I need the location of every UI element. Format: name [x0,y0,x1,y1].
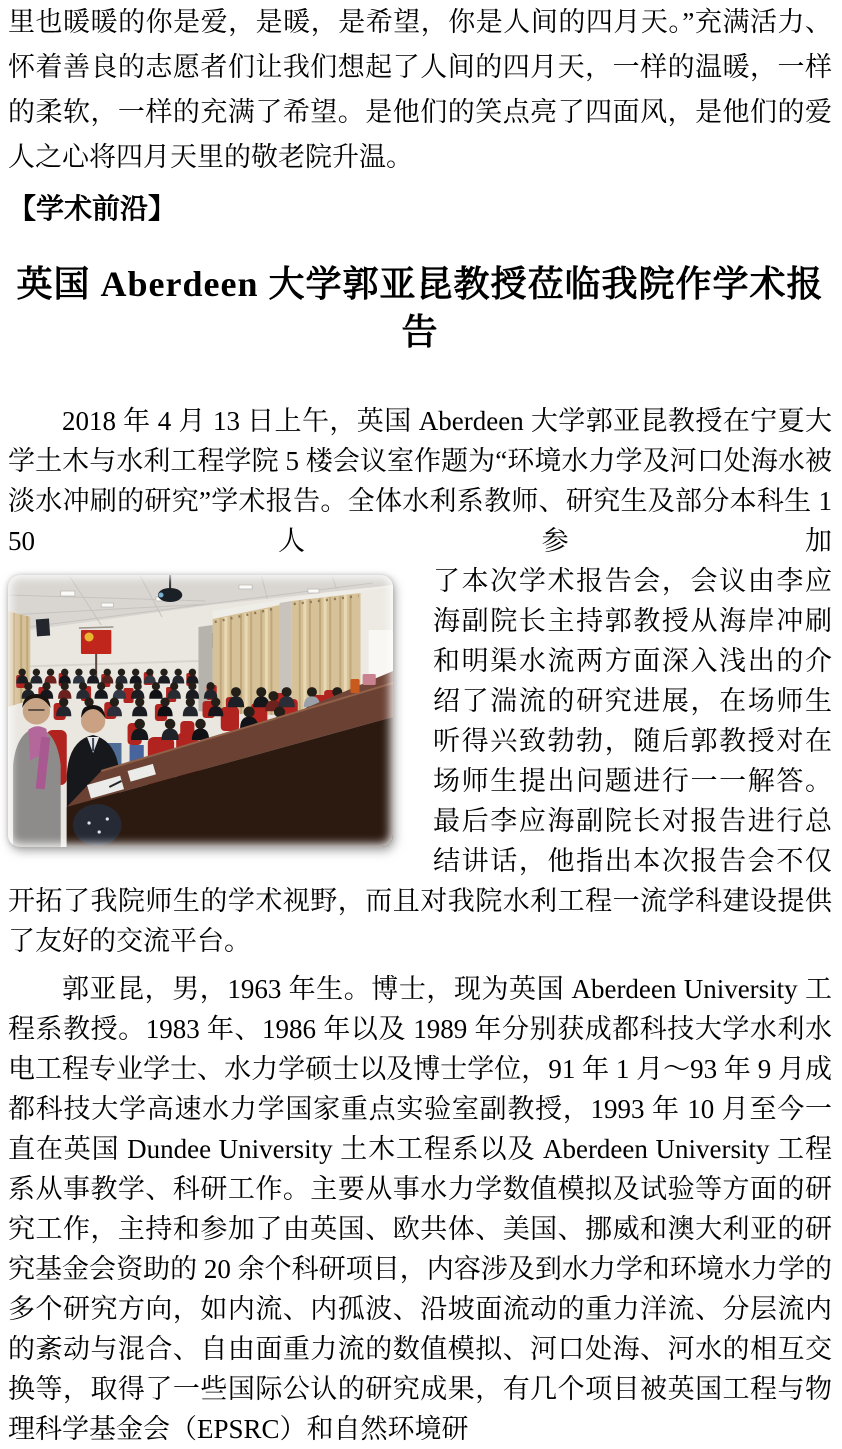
report-text-after-photo: 了本次学术报告会，会议由李应海副院长主持郭教授从海岸冲刷和明渠水流两方面深入浅出的介绍了湍流的研究进展，在场师生听得兴致勃勃，随后郭教授对在场师生提出问题进行一一解答。最后李应海副院长对报告进行总结讲话，他指出本次报告会不仅开拓了我院师生的学术视野，而且对我院水利工程一流学科建设提供了友好的交流平台。 [8,566,832,956]
article-title: 英国 Aberdeen 大学郭亚昆教授莅临我院作学术报告 [16,264,824,352]
audience-front-row [131,719,209,740]
lecture-photo [8,575,393,847]
party-flag [81,630,111,654]
section-header: 【学术前沿】 [8,194,177,225]
report-paragraph-with-photo [8,561,832,961]
cup [350,679,359,693]
report-paragraph-before-photo: 2018 年 4 月 13 日上午，英国 Aberdeen 大学郭亚昆教授在宁夏大学土木与水利工程学院 5 楼会议室作题为“环境水力学及河口处海水被淡水冲刷的研究”学术报告。全体水利系教师、研究生及部分本科生 150 人参加 [8,406,832,556]
tissue-box [363,674,376,685]
lecture-photo-illustration [8,575,393,847]
bag [73,804,122,846]
biography-paragraph: 郭亚昆，男，1963 年生。博士，现为英国 Aberdeen University 工程系教授。1983 年、1986 年以及 1989 年分别获成都科技大学水利水电工程专业学士、水力学硕士以及博士学位，91 年 1 月～93 年 9 月成都科技大学高速水力学国家重点实验室副教授，1993 年 10 月至今一直在英国 Dundee University 土木工程系以及 Aberdeen University 工程系从事教学、科研工作。主要从事水力学数值模拟及试验等方面的研究工作，主持和参加了由英国、欧共体、美国、挪威和澳大利亚的研究基金会资助的 20 余个科研项目，内容涉及到水力学和环境水力学的多个研究方向，如内流、内孤波、沿坡面流动的重力洋流、分层流内的紊动与混合、自由面重力流的数值模拟、河口处海、河水的相互交换等，取得了一些国际公认的研究成果，有几个项目被英国工程与物理科学基金会（EPSRC）和自然环境研 [8,974,832,1444]
continuation-paragraph: 里也暖暖的你是爱，是暖，是希望，你是人间的四月天。”充满活力、怀着善良的志愿者们让我们想起了人间的四月天，一样的温暖，一样的柔软，一样的充满了希望。是他们的笑点亮了四面风，是他们的爱人之心将四月天里的敬老院升温。 [8,7,832,172]
